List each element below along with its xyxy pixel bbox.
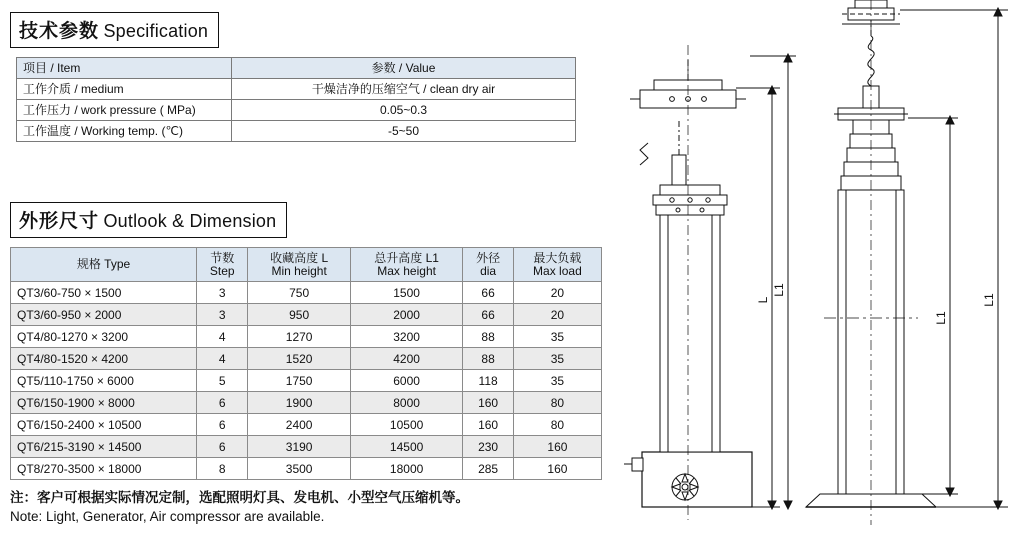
specification-heading-en: Specification	[103, 21, 209, 41]
note-chinese-label: 注：	[10, 490, 37, 505]
dim-cell-min-height: 3190	[248, 436, 350, 458]
dim-cell-type: QT6/150-1900 × 8000	[11, 392, 197, 414]
table-row	[17, 79, 576, 100]
dim-cell-type: QT4/80-1270 × 3200	[11, 326, 197, 348]
spec-cell-item: 工作压力 / work pressure ( MPa)	[17, 100, 232, 121]
dim-cell-dia: 88	[463, 348, 513, 370]
dim-cell-type: QT6/215-3190 × 14500	[11, 436, 197, 458]
table-row	[11, 370, 602, 392]
table-row	[11, 436, 602, 458]
spec-header-item: 项目 / Item	[17, 58, 232, 79]
dim-cell-step: 4	[197, 326, 248, 348]
dimension-heading	[10, 202, 287, 238]
dim-cell-step: 6	[197, 414, 248, 436]
dim-cell-max-height: 14500	[350, 436, 463, 458]
specification-table	[16, 57, 576, 142]
dim-cell-dia: 66	[463, 282, 513, 304]
dim-cell-max-height: 8000	[350, 392, 463, 414]
dim-cell-min-height: 1750	[248, 370, 350, 392]
extended-mast-drawing	[806, 0, 1008, 525]
dim-header-max-load: 最大负载 Max load	[513, 248, 601, 282]
label-left-L: L	[756, 296, 770, 304]
dim-cell-type: QT3/60-750 × 1500	[11, 282, 197, 304]
dim-cell-max-load: 35	[513, 348, 601, 370]
table-header-row	[11, 248, 602, 282]
dim-header-dia: 外径 dia	[463, 248, 513, 282]
label-right-L1-inner: L1	[934, 311, 948, 325]
dim-cell-step: 3	[197, 282, 248, 304]
spec-cell-value: -5~50	[232, 121, 576, 142]
note-chinese-text: 客户可根据实际情况定制，选配照明灯具、发电机、小型空气压缩机等。	[37, 490, 469, 505]
specification-heading	[10, 12, 219, 48]
dim-cell-max-height: 10500	[350, 414, 463, 436]
dim-cell-min-height: 950	[248, 304, 350, 326]
dim-cell-max-load: 35	[513, 326, 601, 348]
dim-cell-max-height: 3200	[350, 326, 463, 348]
dim-cell-step: 6	[197, 392, 248, 414]
spec-header-value: 参数 / Value	[232, 58, 576, 79]
dim-cell-max-load: 160	[513, 436, 601, 458]
dim-cell-max-height: 2000	[350, 304, 463, 326]
mast-drawing-svg	[620, 0, 1024, 536]
dim-cell-step: 3	[197, 304, 248, 326]
dim-header-max-height: 总升高度 L1 Max height	[350, 248, 463, 282]
dim-cell-dia: 230	[463, 436, 513, 458]
dim-cell-type: QT6/150-2400 × 10500	[11, 414, 197, 436]
table-row	[11, 282, 602, 304]
label-right-L1-outer: L1	[982, 293, 996, 307]
dimension-heading-cn: 外形尺寸	[19, 211, 100, 232]
dim-cell-max-load: 160	[513, 458, 601, 480]
dimension-table	[10, 247, 602, 480]
dim-cell-step: 4	[197, 348, 248, 370]
dim-cell-dia: 285	[463, 458, 513, 480]
table-row	[11, 414, 602, 436]
table-row	[17, 121, 576, 142]
dim-cell-min-height: 750	[248, 282, 350, 304]
dim-cell-min-height: 2400	[248, 414, 350, 436]
table-row	[11, 304, 602, 326]
dim-cell-step: 8	[197, 458, 248, 480]
dim-cell-min-height: 1900	[248, 392, 350, 414]
dim-cell-dia: 88	[463, 326, 513, 348]
label-left-L1: L1	[772, 283, 786, 297]
spec-cell-value: 0.05~0.3	[232, 100, 576, 121]
note-chinese	[10, 488, 610, 507]
dim-cell-dia: 66	[463, 304, 513, 326]
dim-cell-max-load: 80	[513, 392, 601, 414]
dim-cell-max-height: 4200	[350, 348, 463, 370]
dim-cell-max-height: 1500	[350, 282, 463, 304]
dim-cell-type: QT8/270-3500 × 18000	[11, 458, 197, 480]
table-row	[11, 392, 602, 414]
dim-header-min-height: 收藏高度 L Min height	[248, 248, 350, 282]
note-english: Note: Light, Generator, Air compressor are available.	[10, 509, 325, 524]
dim-cell-min-height: 3500	[248, 458, 350, 480]
dim-cell-max-load: 80	[513, 414, 601, 436]
dim-cell-dia: 160	[463, 392, 513, 414]
dim-cell-step: 6	[197, 436, 248, 458]
spec-cell-item: 工作介质 / medium	[17, 79, 232, 100]
notes-block	[10, 488, 610, 526]
dim-cell-min-height: 1520	[248, 348, 350, 370]
dim-cell-type: QT4/80-1520 × 4200	[11, 348, 197, 370]
table-row	[11, 326, 602, 348]
dim-cell-max-load: 20	[513, 282, 601, 304]
dim-header-type: 规格 Type	[11, 248, 197, 282]
dim-cell-dia: 118	[463, 370, 513, 392]
dim-cell-max-height: 6000	[350, 370, 463, 392]
collapsed-mast-L1-dimension	[750, 54, 796, 509]
dim-cell-dia: 160	[463, 414, 513, 436]
technical-drawing	[620, 0, 1024, 536]
spec-cell-value: 干燥洁净的压缩空气 / clean dry air	[232, 79, 576, 100]
specification-heading-cn: 技术参数	[19, 21, 100, 42]
dim-cell-type: QT3/60-950 × 2000	[11, 304, 197, 326]
dim-cell-type: QT5/110-1750 × 6000	[11, 370, 197, 392]
dim-cell-max-height: 18000	[350, 458, 463, 480]
table-row	[11, 348, 602, 370]
collapsed-mast-drawing	[624, 45, 780, 520]
dim-cell-max-load: 20	[513, 304, 601, 326]
dim-cell-max-load: 35	[513, 370, 601, 392]
dimension-heading-en: Outlook & Dimension	[103, 211, 277, 231]
spec-cell-item: 工作温度 / Working temp. (℃)	[17, 121, 232, 142]
dim-header-step: 节数 Step	[197, 248, 248, 282]
dim-cell-step: 5	[197, 370, 248, 392]
table-row	[11, 458, 602, 480]
table-row	[17, 100, 576, 121]
table-row	[17, 58, 576, 79]
dim-cell-min-height: 1270	[248, 326, 350, 348]
